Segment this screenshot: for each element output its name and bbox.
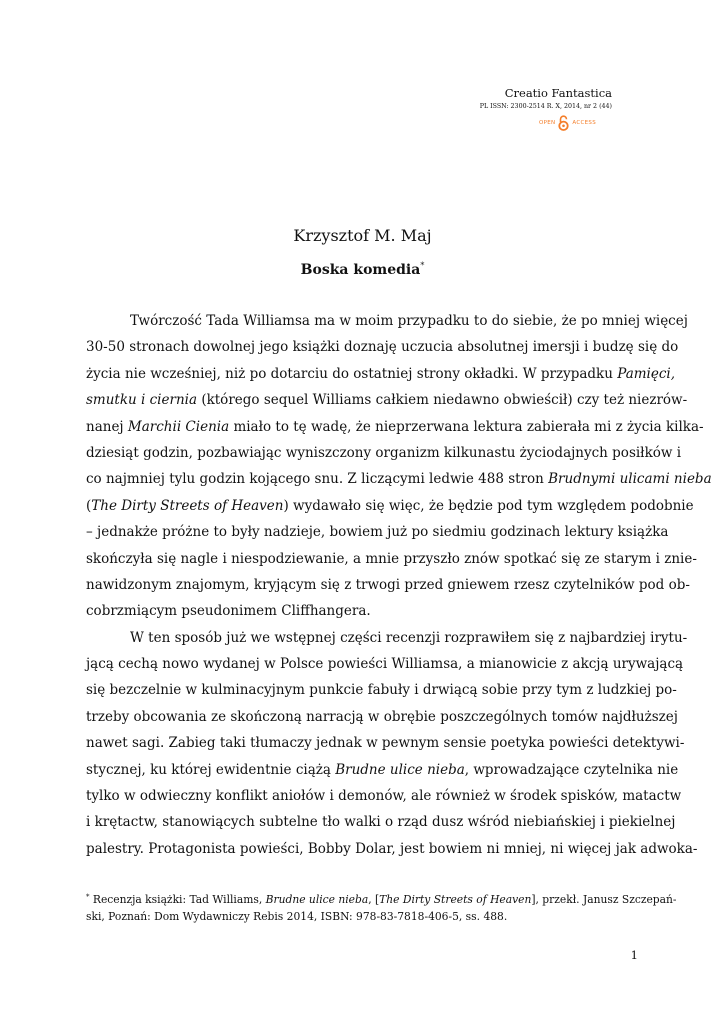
text-run: miało to tę wadę, że nieprzerwana lektura zabierała mi z życia kilka- — [233, 418, 704, 435]
text-line: cobrzmiącym pseudonimem Cliffhangera. — [86, 603, 371, 620]
footnote-line: ski, Poznań: Dom Wydawniczy Rebis 2014, ISBN: 978-83-7818-406-5, ss. 488. — [86, 910, 508, 923]
text-line — [86, 387, 688, 413]
italic-title: Marchii Cienia — [127, 418, 230, 435]
text-line: Twórczość Tada Williamsa ma w moim przypadku to do siebie, że po mniej więcej — [130, 313, 688, 329]
footnote-reference: * — [420, 261, 425, 270]
text-line: tylko w odwieczny konflikt aniołów i demonów, ale również w środek spisków, matactw — [86, 788, 682, 805]
text-run: , [ — [368, 893, 380, 906]
text-run: życia nie wcześniej, niż po dotarciu do ostatniej strony okładki. W przypadku — [86, 365, 613, 382]
text-run: ( — [86, 497, 92, 514]
text-line — [86, 361, 676, 387]
italic-title: The Dirty Streets of Heaven — [91, 497, 284, 514]
text-run: ], przekł. Janusz Szczepań- — [531, 893, 677, 906]
open-access-badge — [430, 115, 596, 131]
text-line: się bezczelnie w kulminacyjnym punkcie fabuły i drwiącą sobie przy tym z ludzkiej po- — [86, 682, 677, 699]
text-run: stycznej, ku której ewidentnie ciążą — [86, 761, 331, 778]
footnote-mark: * — [86, 893, 90, 901]
article-body — [86, 308, 712, 862]
italic-title: smutku i ciernia — [86, 392, 198, 409]
text-line: dziesiąt godzin, pozbawiając wyniszczony organizm kilkunastu życiodajnych posiłków i — [86, 444, 682, 461]
text-line: i krętactw, stanowiących subtelne tło walki o rząd dusz wśród niebiańskiej i piekielnej — [86, 814, 676, 831]
access-label: ACCESS — [572, 120, 596, 126]
text-run: co najmniej tylu godzin kojącego snu. Z liczącymi ledwie 488 stron — [86, 471, 544, 488]
text-line — [86, 493, 694, 519]
text-run: nanej — [86, 418, 124, 435]
text-run: ) wydawało się więc, że będzie pod tym względem podobnie — [283, 497, 694, 514]
text-line: 30-50 stronach dowolnej jego książki doznaję uczucia absolutnej imersji i budzę się do — [86, 339, 679, 356]
text-run: Recenzja książki: Tad Williams, — [92, 893, 263, 906]
article-title-text: Boska komedia — [300, 262, 421, 278]
journal-name: Creatio Fantastica — [504, 86, 612, 100]
text-line: jącą cechą nowo wydanej w Polsce powieści Williamsa, a mianowicie z akcją urywającą — [86, 656, 684, 673]
journal-issn: PL ISSN: 2300-2514 R. X, 2014, nr 2 (44) — [479, 103, 612, 110]
article-title — [0, 256, 725, 280]
text-line: nawet sagi. Zabieg taki tłumaczy jednak w pewnym sensie poetyka powieści detektywi- — [86, 735, 685, 752]
text-line: palestry. Protagonista powieści, Bobby Dolar, jest bowiem ni mniej, ni więcej jak adwoka- — [86, 840, 698, 857]
text-run: (którego sequel Williams całkiem niedawno obwieścił) czy też niezrów- — [201, 392, 688, 409]
italic-title: Brudne ulice nieba — [335, 761, 465, 778]
journal-header — [430, 86, 612, 131]
text-line — [86, 466, 712, 492]
page-number: 1 — [630, 948, 638, 962]
text-line: skończyła się nagle i niespodziewanie, a mnie przyszło znów spotkać się ze starym i znie- — [86, 550, 697, 567]
footnote — [86, 887, 677, 927]
footnote-line — [86, 887, 677, 907]
italic-title: Pamięci, — [617, 365, 676, 382]
text-line: trzeby obcowania ze skończoną narracją w obrębie poszczególnych tomów najdłuższej — [86, 708, 678, 725]
article-author: Krzysztof M. Maj — [293, 226, 432, 245]
text-run: , wprowadzające czytelnika nie — [464, 761, 679, 778]
text-line — [86, 414, 704, 440]
open-label: OPEN — [538, 120, 556, 126]
text-line: W ten sposób już we wstępnej części recenzji rozprawiłem się z najbardziej irytu- — [130, 629, 688, 646]
paragraph-1 — [86, 308, 712, 625]
text-line: – jednakże próżne to były nadzieje, bowiem już po siedmiu godzinach lektury książka — [86, 524, 669, 541]
text-line: nawidzonym znajomym, kryjącym się z trwogi przed gniewem rzesz czytelników pod ob- — [86, 576, 690, 593]
open-access-lock-icon — [558, 115, 569, 131]
italic-title: Brudne ulice nieba — [265, 893, 369, 906]
italic-title: The Dirty Streets of Heaven — [379, 893, 532, 906]
paragraph-2 — [86, 625, 698, 863]
italic-title: Brudnymi ulicami nieba — [548, 471, 712, 488]
text-line — [86, 757, 679, 783]
